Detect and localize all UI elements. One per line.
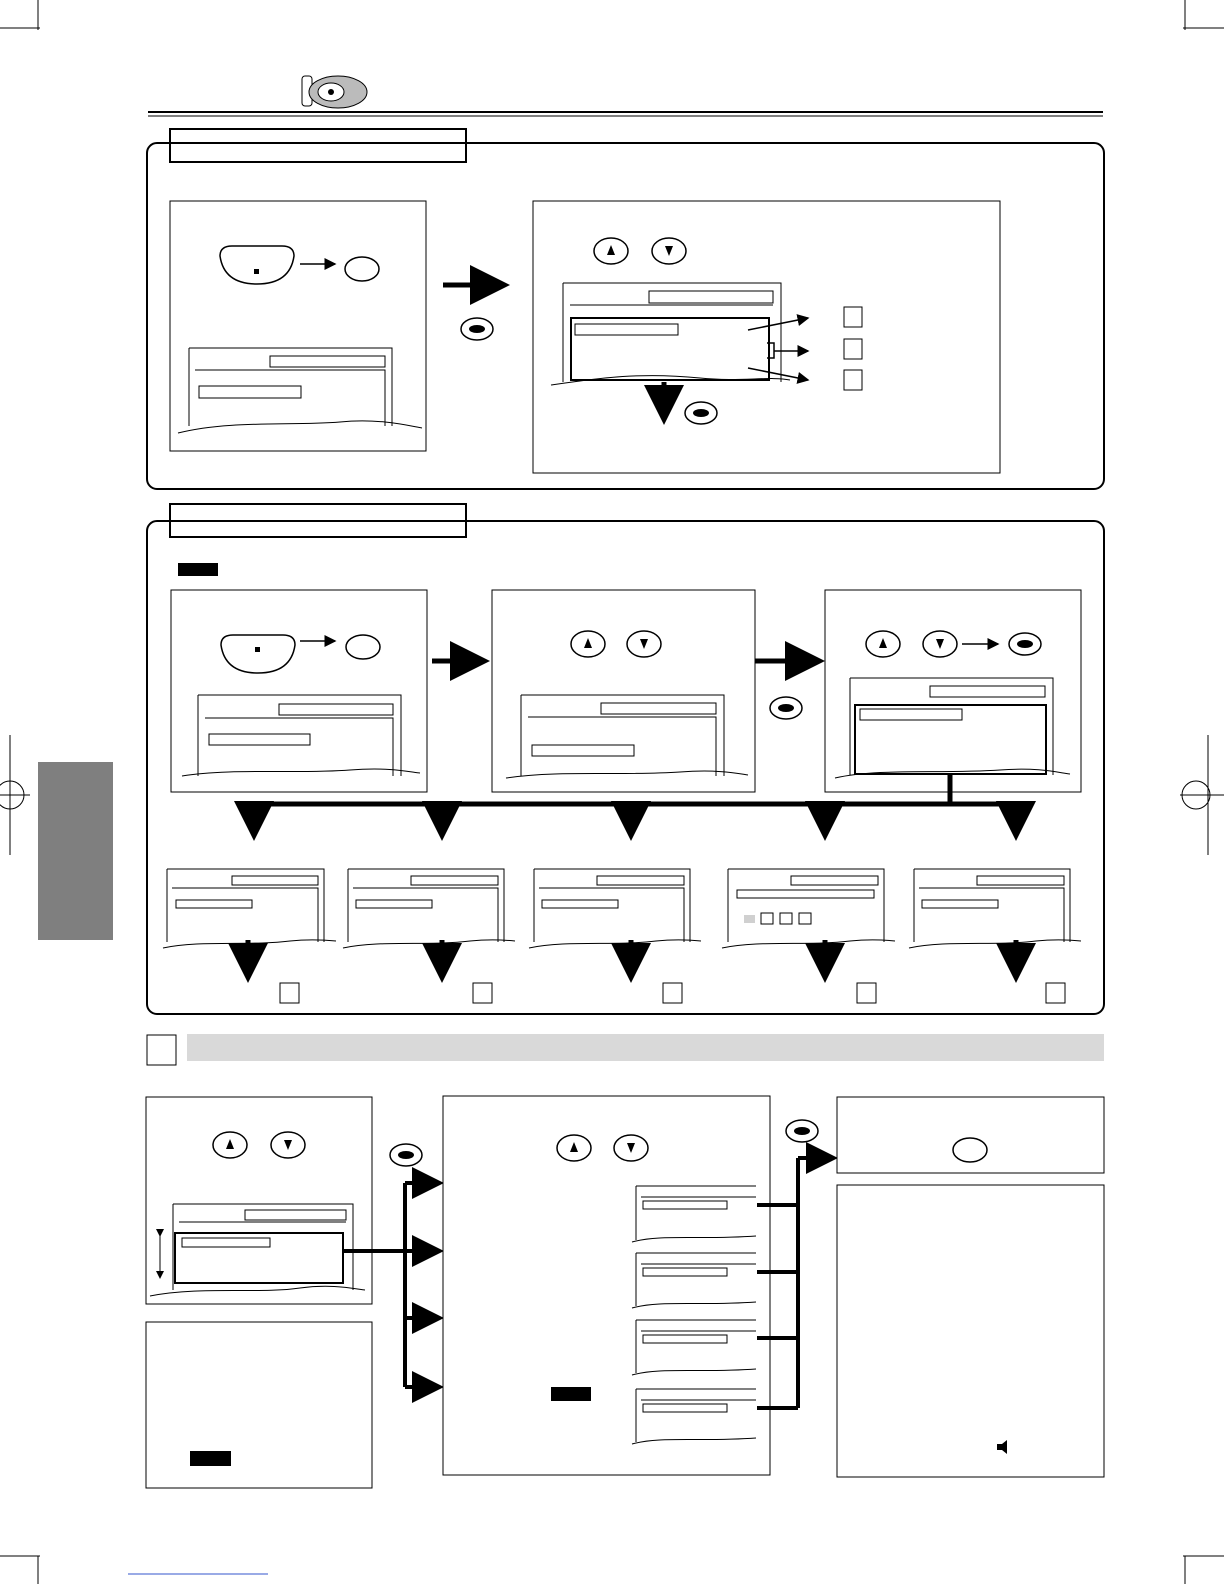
sub-screen-4: [722, 869, 895, 1003]
setup-button-icon: [345, 257, 379, 281]
ref-box: [280, 983, 299, 1003]
ref-box: [857, 983, 876, 1003]
sub-screen-3: [529, 869, 701, 1003]
sub-screen-2: [343, 869, 515, 1003]
s2-step2-box: [492, 590, 755, 792]
s2-step1-box: [171, 590, 427, 792]
sub-screen-1: [163, 869, 336, 1003]
step-number-box: [147, 1035, 176, 1065]
setup-button-icon: [346, 635, 380, 659]
setup-button-icon: [953, 1138, 987, 1162]
section3-title-band: [187, 1034, 1104, 1061]
s2-step3-box: [825, 590, 1081, 792]
ref-box: [473, 983, 492, 1003]
note-badge: [190, 1451, 231, 1466]
s1-step2-box: [533, 201, 1000, 473]
s1-step1-box: [170, 201, 426, 451]
ref-box-2: [844, 339, 862, 359]
ref-box: [1046, 983, 1065, 1003]
note-badge: [178, 563, 218, 576]
s3-left-box: [146, 1097, 372, 1304]
note-badge: [551, 1387, 591, 1401]
ref-box-3: [844, 370, 862, 390]
ref-box-1: [844, 307, 862, 327]
s3-middle-box: [443, 1096, 770, 1475]
disc-remote-icon: [302, 76, 367, 108]
sub-screen-5: [909, 869, 1081, 1003]
s3-right-bottom-box: [837, 1185, 1104, 1477]
ref-box: [663, 983, 682, 1003]
s3-note-box: [146, 1322, 372, 1488]
